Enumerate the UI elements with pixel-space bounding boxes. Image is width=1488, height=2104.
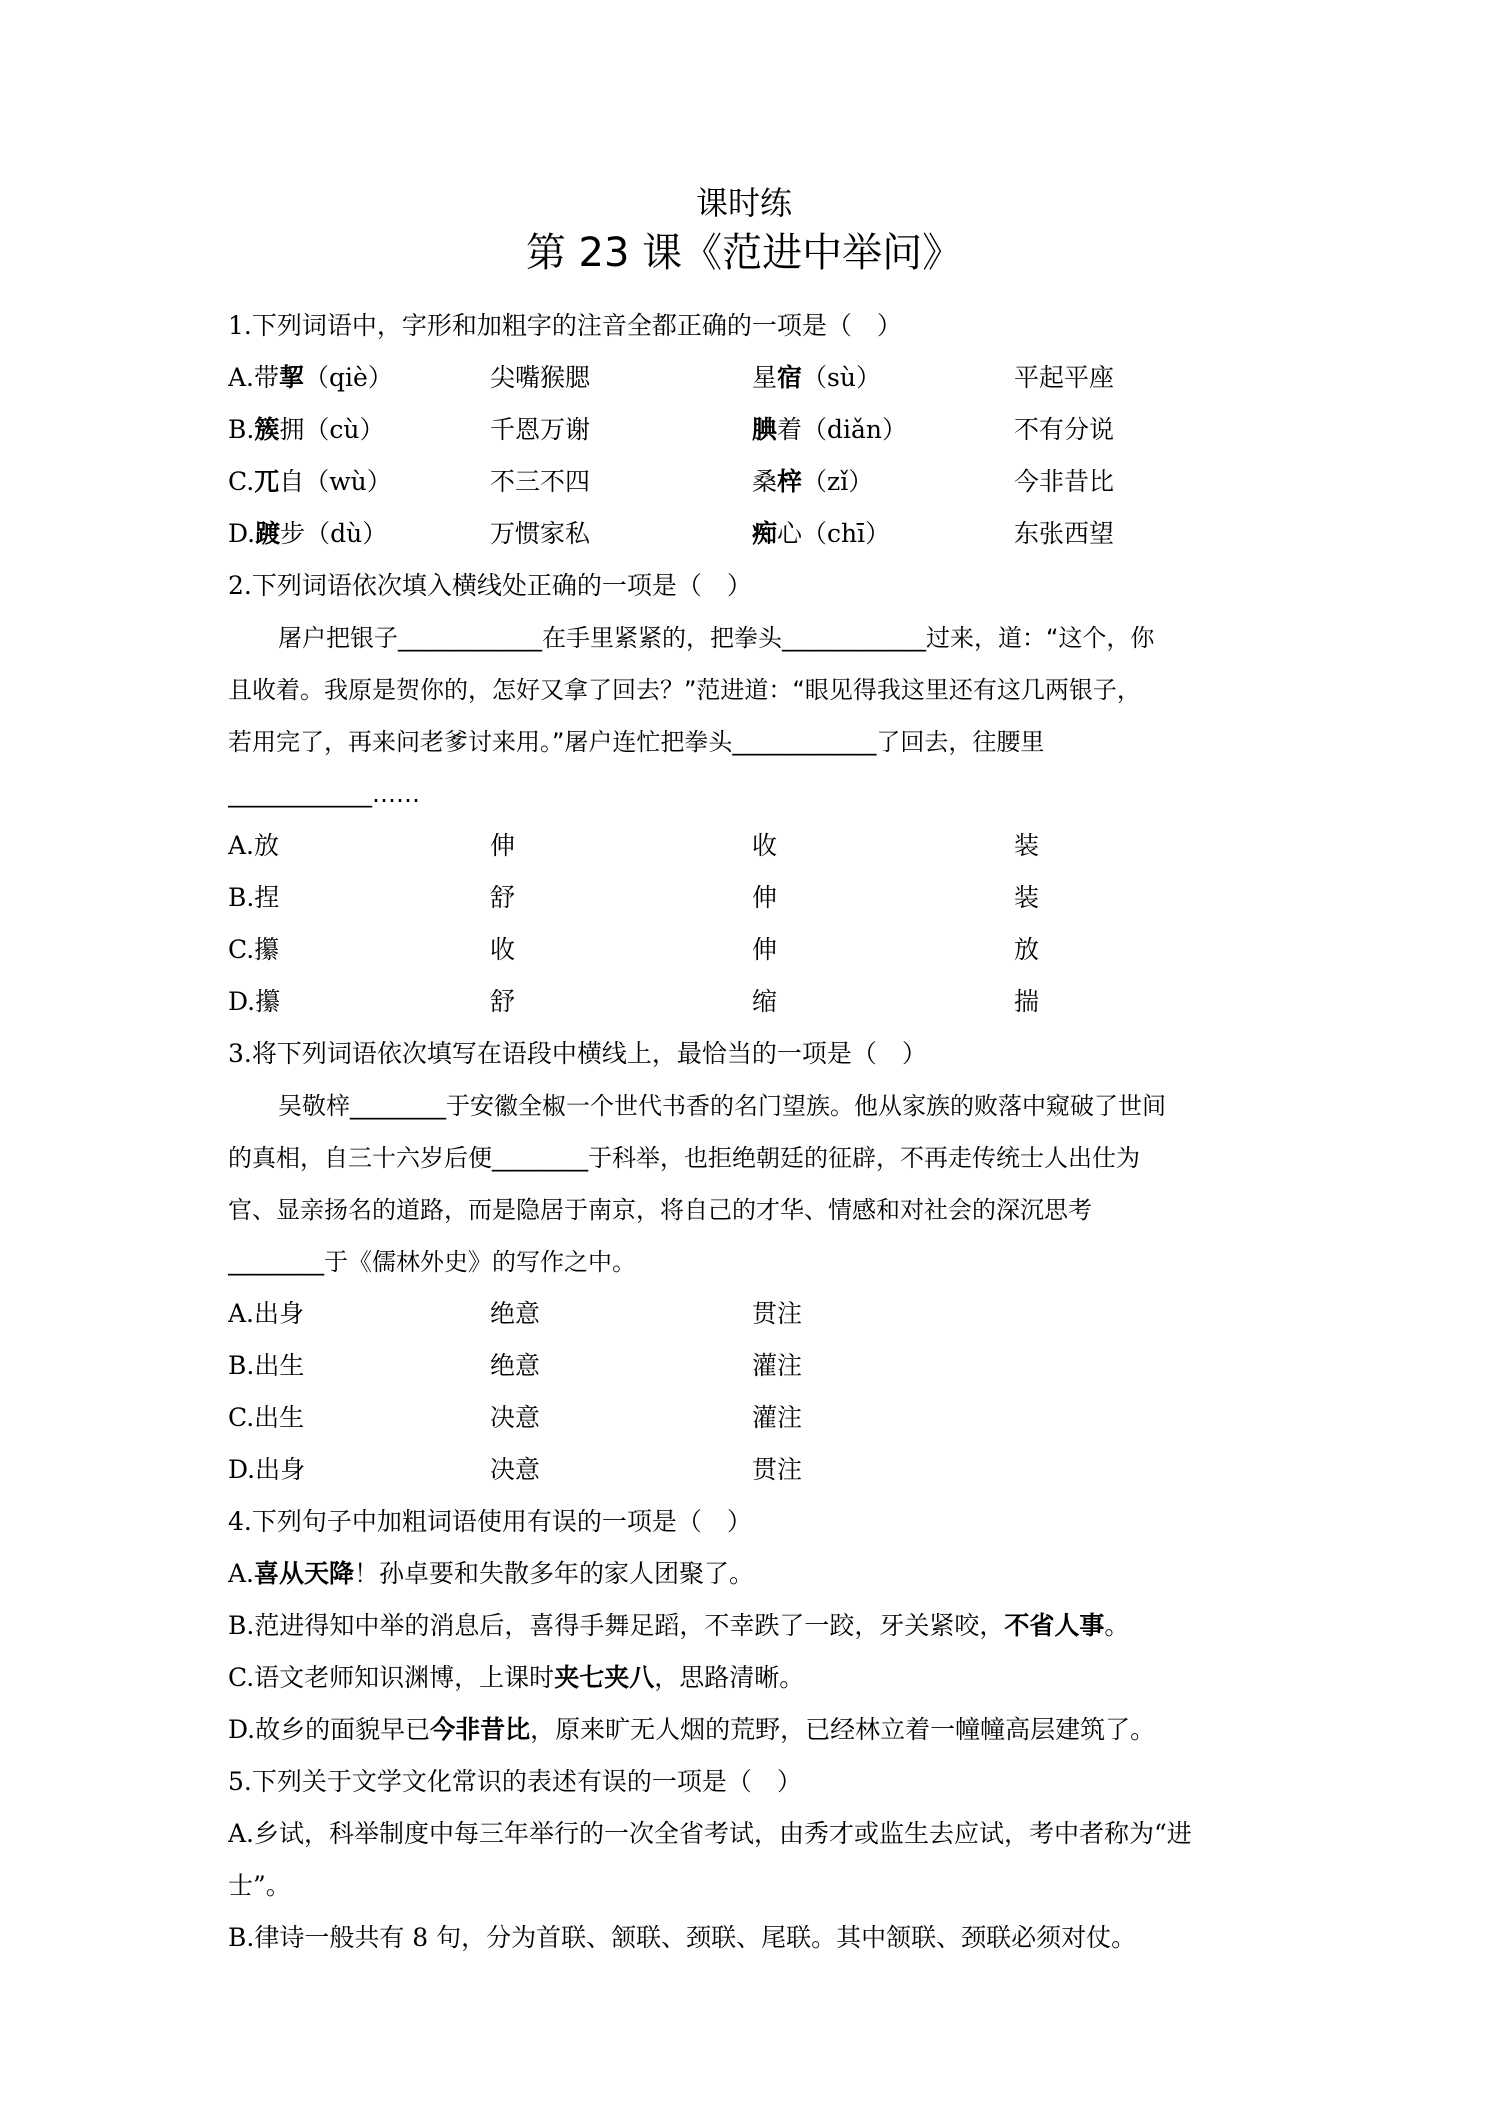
question-4-option-b: B.范进得知中举的消息后，喜得手舞足蹈，不幸跌了一跤，牙关紧咬，不省人事。 [228, 1611, 1130, 1640]
lesson-title: 第 23 课《范进中举问》 [525, 230, 963, 276]
question-3-option-c: C.出生 决意 灌注 [228, 1403, 803, 1432]
question-3-option-a: A.出身 绝意 贯注 [228, 1299, 803, 1328]
question-2-stem: 2.下列词语依次填入横线处正确的一项是（ ） [228, 571, 752, 600]
question-1-option-c: C.兀自（wù） 不三不四 桑梓（zǐ） 今非昔比 [228, 467, 1115, 496]
question-3-stem: 3.将下列词语依次填写在语段中横线上，最恰当的一项是（ ） [228, 1039, 927, 1068]
question-1-option-a: A.带挈（qiè） 尖嘴猴腮 星宿（sù） 平起平座 [228, 363, 1115, 392]
question-3-passage-line: 官、显亲扬名的道路，而是隐居于南京，将自己的才华、情感和对社会的深沉思考 [228, 1196, 1092, 1224]
question-5-stem: 5.下列关于文学文化常识的表述有误的一项是（ ） [228, 1767, 802, 1796]
question-2-passage-line: 且收着。我原是贺你的，怎好又拿了回去？”范进道：“眼见得我这里还有这几两银子， [228, 676, 1141, 704]
question-3-passage-line: 的真相，自三十六岁后便________于科举，也拒绝朝廷的征辟，不再走传统士人出仕为 [228, 1144, 1140, 1172]
question-4-option-d: D.故乡的面貌早已今非昔比，原来旷无人烟的荒野，已经林立着一幢幢高层建筑了。 [228, 1715, 1156, 1744]
question-3-passage-line: ________于《儒林外史》的写作之中。 [228, 1248, 636, 1276]
question-2-option-c: C.攥 收 伸 放 [228, 935, 1040, 964]
question-4-stem: 4.下列句子中加粗词语使用有误的一项是（ ） [228, 1507, 752, 1536]
question-2-option-a: A.放 伸 收 装 [228, 831, 1040, 860]
question-1-option-d: D.踱步（dù） 万惯家私 痴心（chī） 东张西望 [228, 519, 1115, 548]
question-1-stem: 1.下列词语中，字形和加粗字的注音全都正确的一项是（ ） [228, 311, 902, 340]
question-4-option-a: A.喜从天降！孙卓要和失散多年的家人团聚了。 [228, 1559, 755, 1588]
question-2-passage-line: 屠户把银子____________在手里紧紧的，把拳头____________过来，道：“这个，你 [278, 624, 1155, 652]
question-3-passage-line: 吴敬梓________于安徽全椒一个世代书香的名门望族。他从家族的败落中窥破了世间 [278, 1092, 1166, 1120]
question-3-option-b: B.出生 绝意 灌注 [228, 1351, 803, 1380]
question-2-passage-line: 若用完了，再来问老爹讨来用。”屠户连忙把拳头____________了回去，往腰里 [228, 728, 1045, 756]
question-3-option-d: D.出身 决意 贯注 [228, 1455, 803, 1484]
question-1-option-b: B.簇拥（cù） 千恩万谢 腆着（diǎn） 不有分说 [228, 415, 1115, 444]
question-5-option-a: A.乡试，科举制度中每三年举行的一次全省考试，由秀才或监生去应试，考中者称为“进 [228, 1819, 1192, 1848]
question-2-option-d: D.攥 舒 缩 揣 [228, 987, 1040, 1016]
question-5-option-a-continued: 士”。 [228, 1871, 291, 1900]
question-2-passage-line: ____________…… [228, 780, 420, 808]
questions [228, 300, 1268, 1964]
question-2-option-b: B.捏 舒 伸 装 [228, 883, 1040, 912]
page-title: 课时练 [695, 184, 792, 222]
question-4-option-c: C.语文老师知识渊博，上课时夹七夹八，思路清晰。 [228, 1663, 805, 1692]
question-5-option-b: B.律诗一般共有 8 句，分为首联、颔联、颈联、尾联。其中颔联、颈联必须对仗。 [228, 1923, 1137, 1952]
